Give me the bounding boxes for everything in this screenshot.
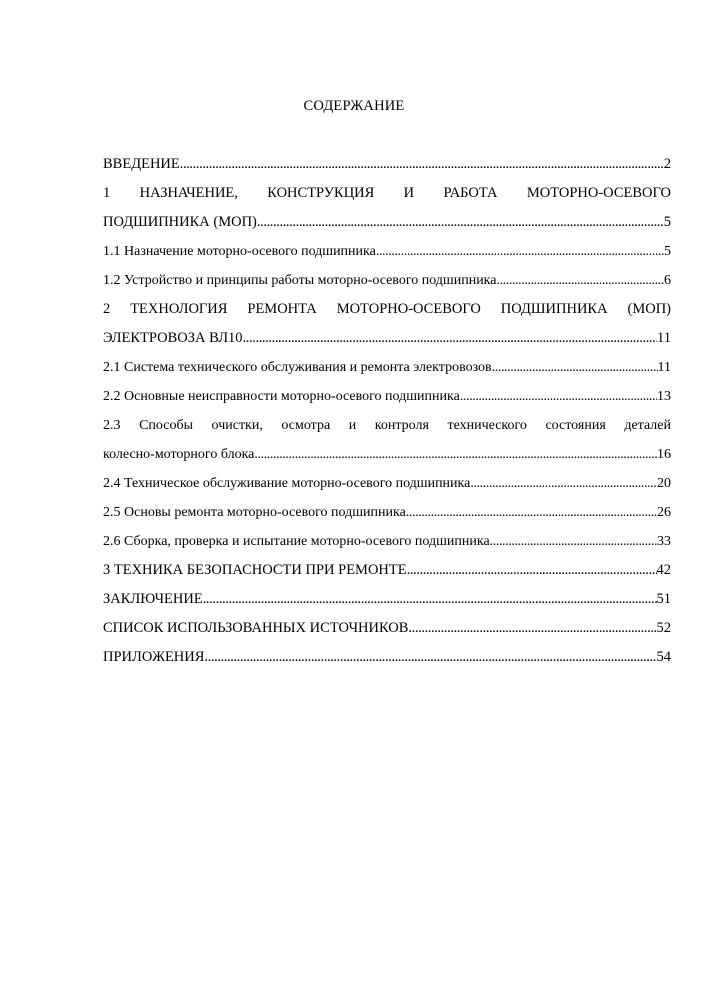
dot-leader	[254, 440, 657, 469]
toc-entry-conclusion	[103, 585, 671, 614]
dot-leader	[490, 527, 657, 556]
toc-entry-text: 1 НАЗНАЧЕНИЕ, КОНСТРУКЦИЯ И РАБОТА МОТОРНО-ОСЕВОГО	[103, 185, 671, 201]
toc-entry-2-6	[103, 527, 671, 556]
dot-leader	[496, 266, 664, 295]
dot-leader	[406, 498, 657, 527]
dot-leader	[460, 382, 657, 411]
dot-leader	[408, 614, 656, 643]
toc-page-number: 5	[663, 214, 671, 230]
toc-entry-2-2	[103, 382, 671, 411]
toc-entry-text: 1.1 Назначение моторно-осевого подшипника	[103, 244, 376, 259]
toc-entry-1-1	[103, 237, 671, 266]
dot-leader	[492, 353, 658, 382]
toc-entry-sources	[103, 614, 671, 643]
toc-entry-text: 2.2 Основные неисправности моторно-осевого подшипника	[103, 389, 460, 404]
toc-entry-ch2-line1	[103, 295, 671, 324]
toc-entry-introduction	[103, 150, 671, 179]
toc-page-number: 2	[663, 156, 671, 172]
dot-leader	[470, 469, 657, 498]
toc-entry-appendices	[103, 643, 671, 672]
toc-page-number: 54	[656, 649, 671, 665]
toc-entry-2-4	[103, 469, 671, 498]
dot-leader	[203, 585, 657, 614]
toc-page-number: 33	[657, 534, 671, 549]
dot-leader	[407, 556, 657, 585]
dot-leader	[204, 643, 656, 672]
toc-entry-text: 2.5 Основы ремонта моторно-осевого подшипника	[103, 505, 406, 520]
toc-entry-2-5	[103, 498, 671, 527]
toc-entry-text: 1.2 Устройство и принципы работы моторно-осевого подшипника	[103, 273, 497, 288]
toc-entry-text: ЭЛЕКТРОВОЗА ВЛ10	[103, 330, 243, 346]
toc-entry-2-3-line2	[103, 440, 671, 469]
dot-leader	[180, 150, 664, 179]
toc-page-number: 42	[656, 562, 671, 578]
toc-entry-text: 2.1 Система технического обслуживания и ремонта электровозов	[103, 360, 492, 375]
toc-entry-text: 2.3 Способы очистки, осмотра и контроля технического состояния деталей	[103, 418, 671, 433]
dot-leader	[376, 237, 664, 266]
toc-entry-text: колесно-моторного блока	[103, 447, 255, 462]
toc-page-number: 52	[656, 620, 671, 636]
toc-page-number: 51	[656, 591, 671, 607]
toc-page-number: 11	[657, 330, 671, 346]
toc-entry-ch1-line2	[103, 208, 671, 237]
toc-entry-text: 2.6 Сборка, проверка и испытание моторно-осевого подшипника	[103, 534, 490, 549]
dot-leader	[243, 324, 657, 353]
toc-page-number: 13	[657, 389, 671, 404]
toc-entry-2-3-line1	[103, 411, 671, 440]
toc-entry-text: ВВЕДЕНИЕ	[103, 156, 180, 172]
toc-entry-text: 2.4 Техническое обслуживание моторно-осевого подшипника	[103, 476, 471, 491]
toc-page-number: 16	[657, 447, 671, 462]
toc-page-number: 11	[657, 360, 671, 375]
toc-entry-text: 2 ТЕХНОЛОГИЯ РЕМОНТА МОТОРНО-ОСЕВОГО ПОДШИПНИКА (МОП)	[103, 301, 671, 317]
toc-entry-ch3	[103, 556, 671, 585]
toc-page-number: 5	[664, 244, 671, 259]
toc-entry-ch1-line1	[103, 179, 671, 208]
toc-entry-text: ЗАКЛЮЧЕНИЕ	[103, 591, 203, 607]
toc-entry-text: 3 ТЕХНИКА БЕЗОПАСНОСТИ ПРИ РЕМОНТЕ	[103, 562, 407, 578]
toc-page-number: 6	[664, 273, 671, 288]
toc-entry-text: ПОДШИПНИКА (МОП)	[103, 214, 257, 230]
toc-entry-1-2	[103, 266, 671, 295]
toc-entry-2-1	[103, 353, 671, 382]
dot-leader	[257, 208, 664, 237]
page-title: СОДЕРЖАНИЕ	[303, 98, 405, 114]
toc-page-number: 20	[657, 476, 671, 491]
toc-page-number: 26	[657, 505, 671, 520]
table-of-contents	[103, 150, 671, 672]
toc-entry-text: СПИСОК ИСПОЛЬЗОВАННЫХ ИСТОЧНИКОВ	[103, 620, 409, 636]
toc-entry-text: ПРИЛОЖЕНИЯ	[103, 649, 205, 665]
toc-entry-ch2-line2	[103, 324, 671, 353]
